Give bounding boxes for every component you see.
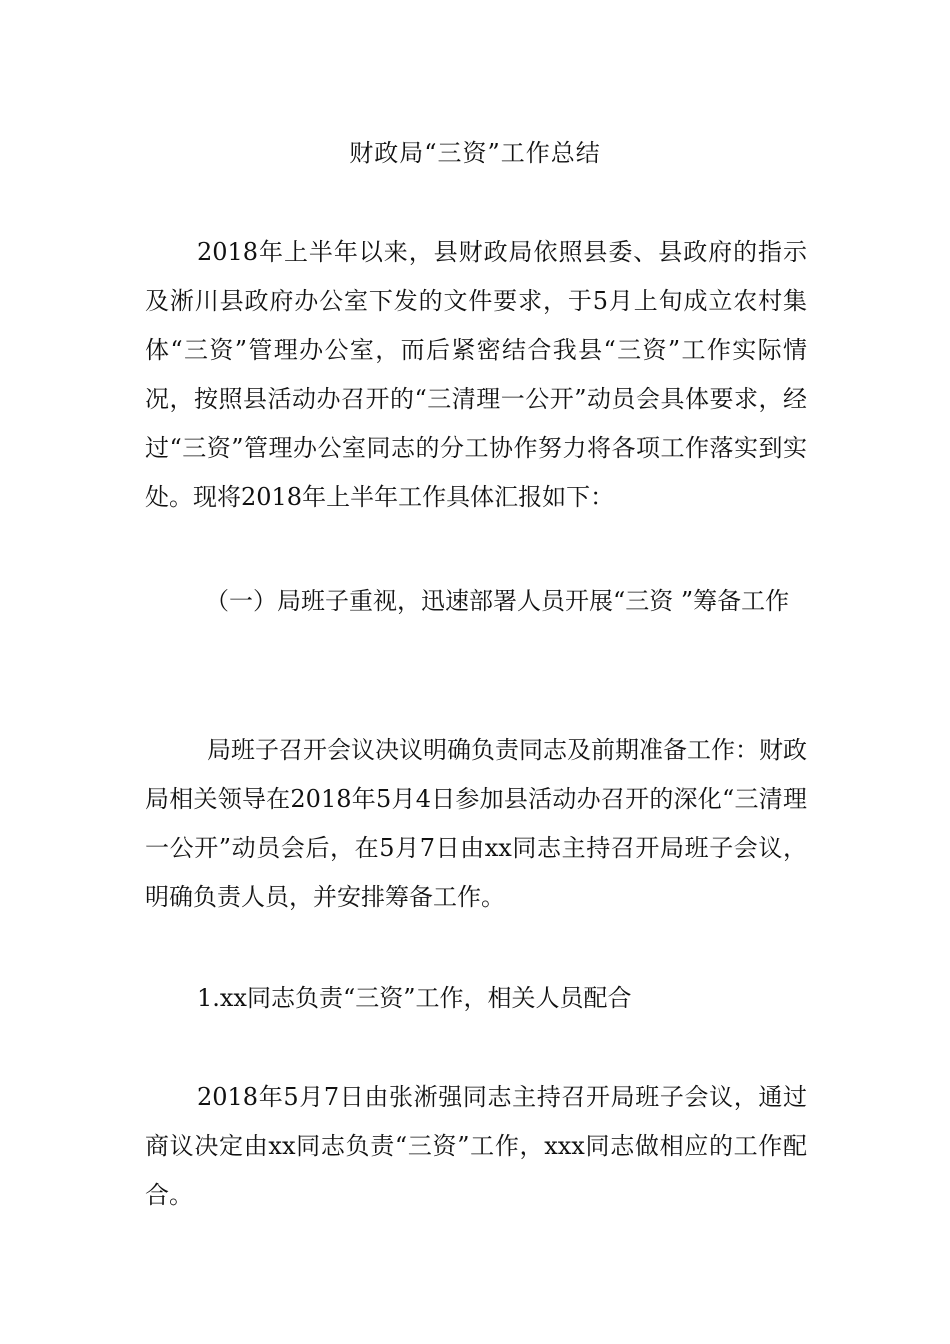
paragraph-meeting: 局班子召开会议决议明确负责同志及前期准备工作：财政局相关领导在2018年5月4日参加县活动办召开的深化“三清理一公开”动员会后，在5月7日由xx同志主持召开局班子会议，明确负责人员，并安排筹备工作。 <box>145 736 807 911</box>
subheading-1: 1.xx同志负责“三资”工作，相关人员配合 <box>197 984 632 1012</box>
section-heading-1: （一）局班子重视，迅速部署人员开展“三资 ”筹备工作 <box>205 587 790 615</box>
paragraph-intro: 2018年上半年以来，县财政局依照县委、县政府的指示及淅川县政府办公室下发的文件要求，于5月上旬成立农村集体“三资”管理办公室，而后紧密结合我县“三资”工作实际情况，按照县活动办召开的“三清理一公开”动员会具体要求，经过“三资”管理办公室同志的分工协作努力将各项工作落实到实处。现将2018年上半年工作具体汇报如下： <box>145 238 807 511</box>
document-title: 财政局“三资”工作总结 <box>349 139 601 167</box>
paragraph-assignment: 2018年5月7日由张淅强同志主持召开局班子会议，通过商议决定由xx同志负责“三资”工作，xxx同志做相应的工作配合。 <box>145 1083 807 1209</box>
